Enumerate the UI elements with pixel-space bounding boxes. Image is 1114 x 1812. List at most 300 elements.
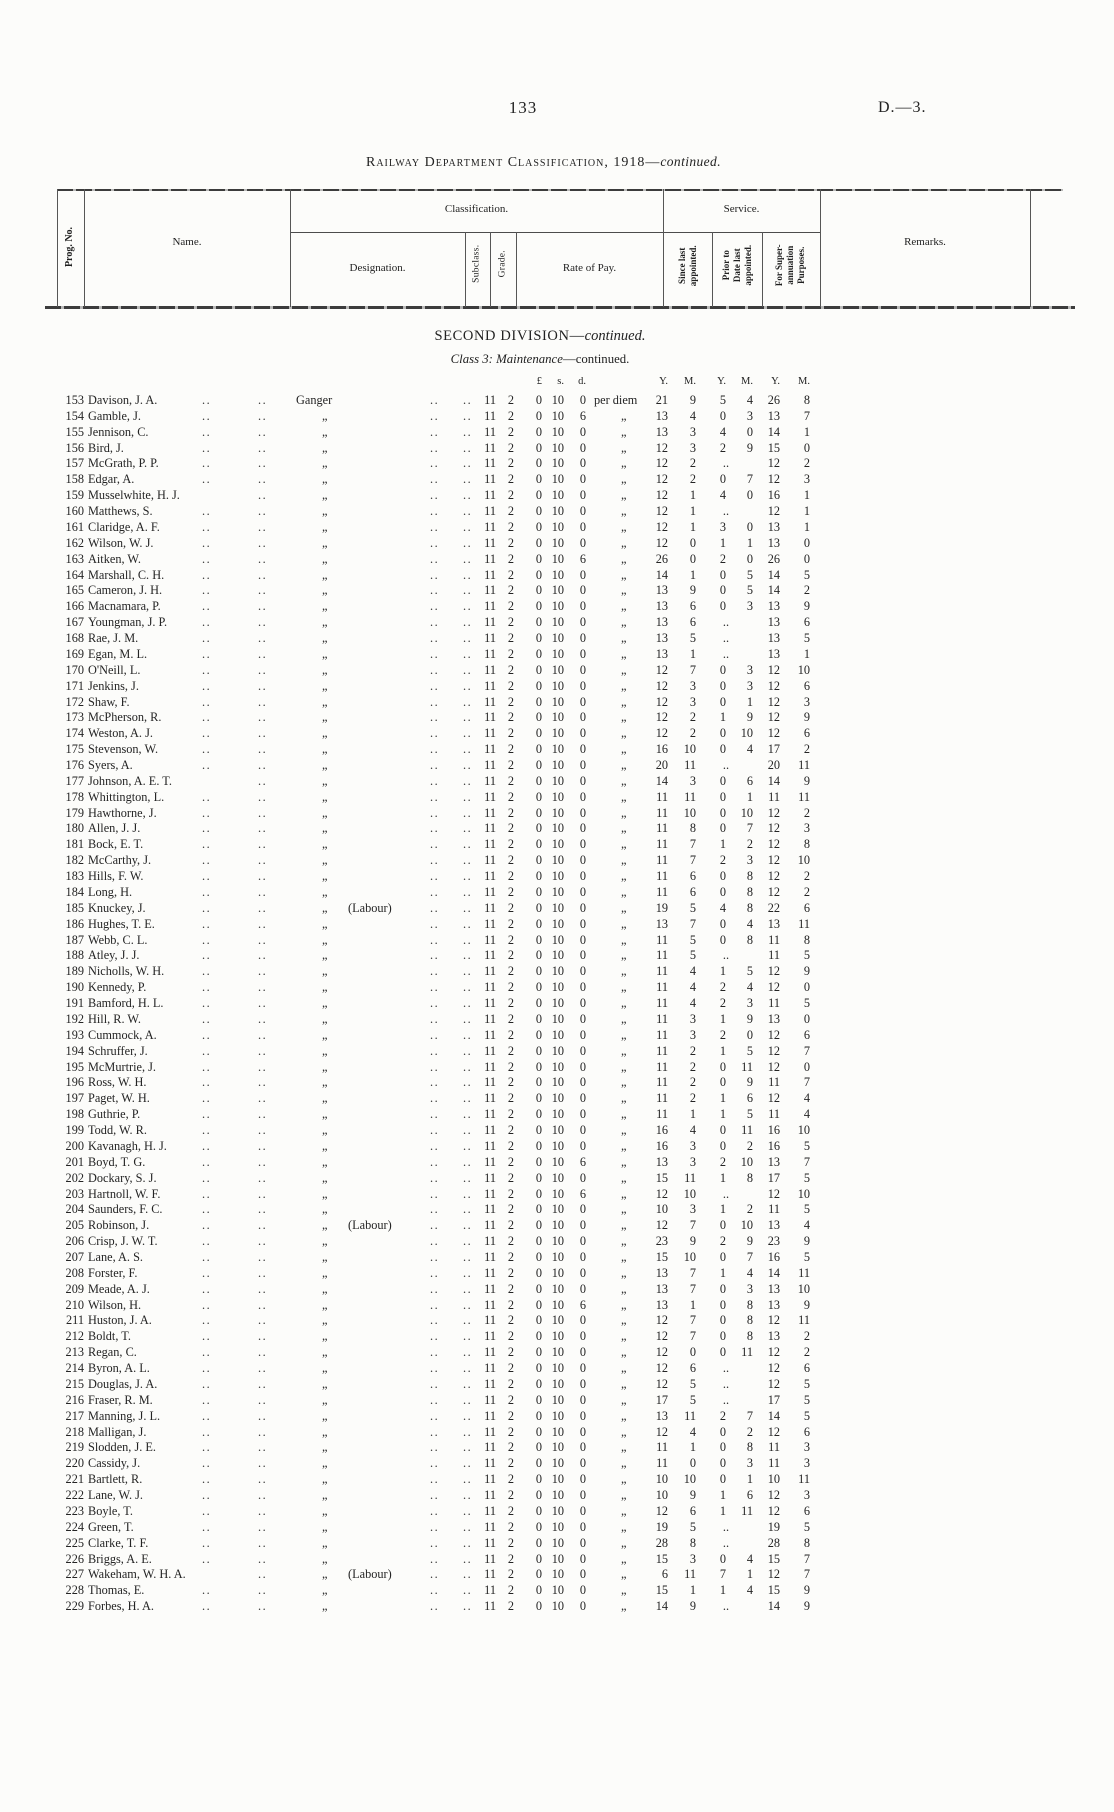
grade-value: 2 [507,980,514,995]
ditto-mark: „ [322,1091,328,1106]
superannuation-months: 0 [803,980,810,995]
grade-value: 2 [507,599,514,614]
dot-leader: .. [463,1313,473,1328]
grade-value: 2 [507,1535,514,1550]
prog-no: 162 [65,535,84,550]
table-row [0,599,1114,615]
table-row [0,520,1114,536]
employee-name: Wilson, H. [88,1297,142,1312]
superannuation-months: 10 [797,1123,810,1138]
prog-no: 182 [65,853,84,868]
grade-value: 2 [507,1472,514,1487]
dot-leader: .. [258,758,268,772]
since-years: 23 [655,1234,668,1249]
superannuation-months: 1 [803,646,810,661]
grade-value: 2 [507,1059,514,1074]
since-months: 7 [689,1265,696,1280]
since-months: 2 [689,1059,696,1074]
prior-months: 8 [746,900,753,915]
dot-leader: .. [463,567,473,582]
employee-name: Dockary, S. J. [88,1170,157,1185]
dot-leader: .. [202,1297,212,1312]
prior-months: 8 [746,1329,753,1344]
prior-months: 3 [746,996,753,1011]
ditto-mark: „ [621,726,627,741]
since-months: 0 [689,1345,696,1360]
column-header-subclass: Subclass. [471,244,482,283]
prog-no: 178 [65,789,84,804]
subclass-value: 11 [484,599,496,614]
superannuation-years: 13 [767,535,780,550]
rate-pounds: 0 [535,1281,542,1296]
dot-leader: .. [258,726,268,741]
since-months: 3 [689,440,696,455]
ditto-mark: „ [621,1345,627,1360]
subclass-value: 11 [484,948,496,963]
prog-no: 215 [65,1376,84,1391]
ditto-mark: „ [621,440,627,455]
ditto-mark: „ [322,662,328,677]
subclass-value: 11 [484,631,496,646]
prior-years: 0 [719,869,726,884]
ditto-mark: „ [322,1345,328,1360]
rate-pounds: 0 [535,1329,542,1344]
grade-value: 2 [507,916,514,931]
dot-leader: .. [202,996,212,1011]
rate-pence: 0 [579,472,586,487]
grade-value: 2 [507,853,514,868]
rate-pounds: 0 [535,1456,542,1471]
group-header-service: Service. [723,203,760,215]
since-years: 6 [661,1567,668,1582]
rate-pence: 0 [579,1265,586,1280]
dot-leader: .. [202,599,212,614]
dot-leader: .. [202,1234,212,1249]
employee-name: Boyle, T. [88,1503,133,1518]
since-months: 8 [689,821,696,836]
dot-leader: .. [258,1107,268,1122]
rate-shillings: 10 [551,1376,564,1391]
since-years: 11 [656,964,668,979]
employee-name: Cassidy, J. [88,1456,141,1471]
ditto-mark: „ [621,694,627,709]
grade-value: 2 [507,519,514,534]
prior-years: 0 [719,567,726,582]
prog-no: 179 [65,805,84,820]
rate-shillings: 10 [551,1043,564,1058]
dot-leader: .. [463,1472,473,1487]
prior-none: .. [722,1376,730,1391]
table-row [0,726,1114,742]
since-months: 5 [689,1519,696,1534]
table-row [0,393,1114,409]
rate-shillings: 10 [551,583,564,598]
dot-leader: .. [463,662,473,677]
prior-months: 9 [746,710,753,725]
dot-leader: .. [463,1107,473,1122]
rate-shillings: 10 [551,1551,564,1566]
dot-leader: .. [430,440,440,455]
rate-pounds: 0 [535,1265,542,1280]
employee-name: Ross, W. H. [88,1075,147,1090]
prior-none: .. [722,1361,730,1376]
dot-leader: .. [430,742,440,757]
dot-leader: .. [463,1376,473,1391]
table-row [0,552,1114,568]
grade-value: 2 [507,1329,514,1344]
table-row [0,1599,1114,1615]
ditto-mark: „ [621,710,627,725]
since-months: 1 [689,1107,696,1122]
superannuation-months: 4 [803,1107,810,1122]
subclass-value: 11 [484,1599,496,1614]
employee-name: Shaw, F. [88,694,130,709]
rate-pounds: 0 [535,900,542,915]
dot-leader: .. [202,948,212,963]
ditto-mark: „ [322,424,328,439]
ditto-mark: „ [322,1551,328,1566]
dot-leader: .. [463,1091,473,1106]
employee-name: Kennedy, P. [88,980,147,995]
prior-none: .. [722,1392,730,1407]
employee-name: Youngman, J. P. [88,615,168,630]
superannuation-months: 3 [803,821,810,836]
table-row [0,1298,1114,1314]
ditto-mark: „ [322,694,328,709]
since-years: 11 [656,1075,668,1090]
since-years: 11 [656,1011,668,1026]
since-years: 13 [655,1154,668,1169]
ditto-mark: „ [621,1154,627,1169]
rate-pounds: 0 [535,662,542,677]
since-years: 10 [655,1472,668,1487]
subclass-value: 11 [484,408,496,423]
since-months: 3 [689,694,696,709]
ditto-mark: „ [621,1599,627,1614]
grade-value: 2 [507,1456,514,1471]
rate-shillings: 10 [551,980,564,995]
grade-value: 2 [507,631,514,646]
rate-pence: 0 [579,980,586,995]
since-months: 6 [689,615,696,630]
prior-months: 3 [746,678,753,693]
prior-months: 4 [746,1265,753,1280]
rate-pence: 0 [579,1170,586,1185]
prior-years: 0 [719,1123,726,1138]
ditto-mark: „ [621,1281,627,1296]
grade-value: 2 [507,1202,514,1217]
prog-no: 202 [65,1170,84,1185]
dot-leader: .. [258,424,268,439]
ditto-mark: „ [621,1123,627,1138]
subsection-title-class: Class 3: Maintenance [450,352,563,366]
prior-none: .. [722,948,730,963]
superannuation-months: 5 [803,1392,810,1407]
ditto-mark: „ [621,932,627,947]
ditto-mark: „ [621,1456,627,1471]
rate-shillings: 10 [551,646,564,661]
since-months: 11 [684,1408,696,1423]
dot-leader: .. [430,504,440,519]
since-years: 11 [656,1043,668,1058]
superannuation-months: 5 [803,1170,810,1185]
rate-shillings: 10 [551,821,564,836]
dot-leader: .. [463,1170,473,1185]
rate-pence: 0 [579,456,586,471]
dot-leader: .. [463,996,473,1011]
subclass-value: 11 [484,1249,496,1264]
rate-pence: 0 [579,710,586,725]
dot-leader: .. [258,1456,268,1471]
prior-months: 5 [746,567,753,582]
ditto-mark: „ [322,599,328,614]
dot-leader: .. [258,1519,268,1534]
prior-none: .. [722,1535,730,1550]
rate-shillings: 10 [551,393,564,407]
ditto-mark: „ [621,916,627,931]
ditto-mark: „ [322,646,328,661]
dot-leader: .. [258,773,268,788]
prog-no: 212 [65,1329,84,1344]
dot-leader: .. [202,1107,212,1122]
superannuation-years: 13 [767,408,780,423]
rate-pence: 0 [579,535,586,550]
ditto-mark: „ [621,1519,627,1534]
table-row [0,615,1114,631]
dot-leader: .. [258,1059,268,1074]
employee-name: Aitken, W. [88,551,141,566]
rate-shillings: 10 [551,1234,564,1249]
rate-pence: 0 [579,789,586,804]
prog-no: 209 [65,1281,84,1296]
dot-leader: .. [258,996,268,1011]
prior-none: .. [722,631,730,646]
superannuation-years: 13 [767,599,780,614]
rate-shillings: 10 [551,631,564,646]
employee-name: Weston, A. J. [88,726,153,741]
grade-value: 2 [507,583,514,598]
ditto-mark: „ [621,1583,627,1598]
rate-pounds: 0 [535,1519,542,1534]
employee-name: Jennison, C. [88,424,149,439]
prog-no: 158 [65,472,84,487]
superannuation-months: 5 [803,1408,810,1423]
table-row [0,1425,1114,1441]
dot-leader: .. [258,1376,268,1391]
dot-leader: .. [202,440,212,455]
dot-leader: .. [258,805,268,820]
ditto-mark: „ [322,1059,328,1074]
document-title-main: Railway Department Classification, 1918— [365,155,661,170]
rate-pence: 6 [579,408,586,423]
since-months: 9 [689,393,696,407]
rate-pence: 0 [579,869,586,884]
rate-shillings: 10 [551,1138,564,1153]
prior-years: 1 [719,710,726,725]
subclass-value: 11 [484,1424,496,1439]
rate-pence: 0 [579,1059,586,1074]
dot-leader: .. [258,694,268,709]
dot-leader: .. [463,900,473,915]
superannuation-months: 2 [803,805,810,820]
since-years: 12 [655,726,668,741]
table-row [0,425,1114,441]
dot-leader: .. [463,1202,473,1217]
superannuation-years: 12 [767,694,780,709]
superannuation-years: 12 [767,1043,780,1058]
rate-shillings: 10 [551,567,564,582]
subclass-value: 11 [484,662,496,677]
subclass-value: 11 [484,1535,496,1550]
prog-no: 160 [65,504,84,519]
employee-name: Davison, J. A. [88,393,158,407]
prog-no: 221 [65,1472,84,1487]
table-row [0,1504,1114,1520]
superannuation-years: 16 [767,1123,780,1138]
superannuation-years: 12 [767,964,780,979]
superannuation-months: 6 [803,1027,810,1042]
dot-leader: .. [463,583,473,598]
employee-name: Kavanagh, H. J. [88,1138,167,1153]
employee-name: Rae, J. M. [88,631,139,646]
rate-shillings: 10 [551,662,564,677]
dot-leader: .. [430,773,440,788]
employee-name: Forster, F. [88,1265,138,1280]
prior-months: 11 [741,1059,753,1074]
dot-leader: .. [430,789,440,804]
superannuation-months: 5 [803,631,810,646]
ditto-mark: „ [621,678,627,693]
prior-months: 0 [746,424,753,439]
dot-leader: .. [258,1361,268,1376]
dot-leader: .. [463,1075,473,1090]
dot-leader: .. [430,1329,440,1344]
dot-leader: .. [202,393,212,407]
prior-years: 1 [719,1107,726,1122]
table-top-rule [57,189,1063,191]
rate-pence: 0 [579,1202,586,1217]
table-row [0,695,1114,711]
since-years: 13 [655,631,668,646]
since-months: 0 [689,1456,696,1471]
superannuation-years: 13 [767,916,780,931]
rate-pounds: 0 [535,535,542,550]
ditto-mark: „ [322,1503,328,1518]
divider-progno-name [84,189,85,307]
prior-months: 11 [741,1503,753,1518]
subclass-value: 11 [484,1408,496,1423]
prior-months: 2 [746,1424,753,1439]
dot-leader: .. [202,1123,212,1138]
ditto-mark: „ [322,758,328,772]
superannuation-months: 10 [797,1281,810,1296]
since-months: 4 [689,980,696,995]
table-row [0,456,1114,472]
employee-name: Meade, A. J. [88,1281,150,1296]
ditto-mark: „ [322,456,328,471]
rate-pence: 0 [579,678,586,693]
subclass-value: 11 [484,837,496,852]
table-row [0,964,1114,980]
dot-leader: .. [258,440,268,455]
table-row [0,742,1114,758]
prior-years: 1 [719,1011,726,1026]
superannuation-years: 22 [767,900,780,915]
since-years: 20 [655,758,668,772]
rate-pence: 0 [579,964,586,979]
ditto-mark: „ [621,1297,627,1312]
since-years: 13 [655,1265,668,1280]
rate-pounds: 0 [535,742,542,757]
superannuation-years: 12 [767,837,780,852]
since-months: 5 [689,948,696,963]
dot-leader: .. [258,1091,268,1106]
superannuation-months: 3 [803,1456,810,1471]
grade-value: 2 [507,1376,514,1391]
superannuation-years: 14 [767,1265,780,1280]
table-row [0,1567,1114,1583]
prior-months: 0 [746,488,753,503]
prog-no: 196 [65,1075,84,1090]
since-months: 10 [683,1249,696,1264]
since-years: 15 [655,1583,668,1598]
table-row [0,1202,1114,1218]
since-months: 6 [689,1361,696,1376]
rate-pence: 0 [579,1392,586,1407]
prior-months: 9 [746,1234,753,1249]
rate-shillings: 10 [551,551,564,566]
rate-pence: 0 [579,900,586,915]
unit-shillings: s. [557,376,564,387]
rate-pence: 0 [579,694,586,709]
prior-none: .. [722,1599,730,1614]
superannuation-months: 9 [803,1599,810,1614]
since-months: 7 [689,1281,696,1296]
dot-leader: .. [463,551,473,566]
prog-no: 175 [65,742,84,757]
dot-leader: .. [202,837,212,852]
employee-name: Bartlett, R. [88,1472,143,1487]
dot-leader: .. [430,1408,440,1423]
superannuation-months: 2 [803,456,810,471]
dot-leader: .. [202,551,212,566]
rate-pence: 0 [579,646,586,661]
dot-leader: .. [463,932,473,947]
column-header-for-superannuation-purposes: For Super- annuation Purposes. [773,244,806,287]
dot-leader: .. [202,1583,212,1598]
dot-leader: .. [202,884,212,899]
dot-leader: .. [202,567,212,582]
employee-name: Paget, W. H. [88,1091,150,1106]
subclass-value: 11 [484,1376,496,1391]
subclass-value: 11 [484,1440,496,1455]
prior-none: .. [722,1186,730,1201]
ditto-mark: „ [621,646,627,661]
dot-leader: .. [202,1075,212,1090]
dot-leader: .. [202,1202,212,1217]
divider-prior-super [762,232,763,307]
subclass-value: 11 [484,456,496,471]
rate-pounds: 0 [535,1583,542,1598]
subclass-value: 11 [484,567,496,582]
rate-shillings: 10 [551,1424,564,1439]
superannuation-years: 13 [767,1154,780,1169]
superannuation-years: 12 [767,805,780,820]
column-header-since-last-appointed: Since last appointed. [677,245,698,287]
dot-leader: .. [430,948,440,963]
table-row [0,1393,1114,1409]
dot-leader: .. [463,440,473,455]
